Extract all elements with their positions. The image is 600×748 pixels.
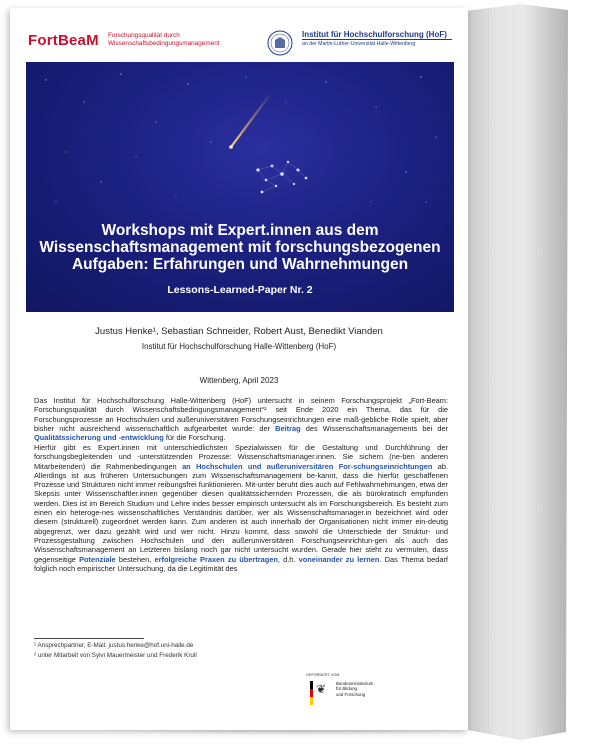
- title-line-1: Workshops mit Expert.innen aus dem: [101, 222, 379, 239]
- para2-highlight-1: an Hochschulen und außeruniversitären For-schungseinrichtungen: [182, 461, 433, 471]
- meteor-head: [229, 145, 233, 149]
- body-paragraph: [34, 443, 448, 573]
- hof-seal-icon: [266, 29, 296, 57]
- para1-highlight-2: Qualitätssicherung und -entwicklung: [34, 433, 164, 443]
- para1-text-b: des Wissenschaftsmanagements bei der: [300, 423, 449, 433]
- bmbf-name-line3: und Forschung: [336, 691, 366, 697]
- federal-eagle-icon: ❦: [316, 682, 327, 696]
- bmbf-funded-label: GEFÖRDERT VOM: [306, 673, 340, 677]
- para1-text-c: für die Forschung.: [163, 433, 226, 443]
- footnote-2: ² unter Mitarbeit von Sylvi Mauermeister und Frederik Krull: [34, 652, 197, 659]
- hof-name: Institut für Hochschulforschung (HoF): [302, 30, 447, 39]
- document-title: [26, 222, 454, 273]
- author-list: Justus Henke¹, Sebastian Schneider, Robert Aust, Benedikt Vianden: [95, 326, 383, 337]
- fortbeam-tagline-line1: Forschungsqualität durch: [108, 32, 180, 39]
- hof-affiliation: an der Martin-Luther-Universität Halle-Wittenberg: [302, 41, 416, 47]
- para2-text-d: , d.h.: [277, 554, 299, 564]
- para2-highlight-3: erfolgreiche Praxen zu übertragen: [154, 554, 278, 564]
- bmbf-name-line2: für Bildung: [336, 686, 357, 692]
- constellation-icon: [256, 161, 307, 194]
- fortbeam-wordmark: FortBeaM: [28, 32, 99, 49]
- bmbf-logo: [306, 673, 416, 723]
- para2-text-a: Hierfür gibt es Expert.innen mit unterschiedlichsten Spezialwissen für die Gestaltung und Durchführung der forschungsbegleitenden und -unterstützenden Prozesse: Wissenschaftsmanager.innen. Sie sichern (ne-ben anderen Mitarbeitenden) die Rahmenbedingungen: [34, 443, 448, 471]
- document-subtitle: Lessons-Learned-Paper Nr. 2: [167, 284, 313, 296]
- german-flag-icon: [310, 681, 313, 705]
- bmbf-name: [336, 681, 373, 697]
- night-sky-illustration: [26, 62, 454, 312]
- book-cover: [10, 8, 468, 730]
- author-institution: Institut für Hochschulforschung Halle-Wittenberg (HoF): [141, 342, 337, 351]
- para2-text-e: . Das Thema bedarf folglich noch empirischer Untersuchung, da die Legitimität des: [34, 554, 448, 573]
- para2-text-c: bestehen,: [115, 554, 155, 564]
- publication-date: Wittenberg, April 2023: [199, 376, 279, 385]
- book-edge-shade: [458, 4, 568, 740]
- title-banner: [26, 62, 454, 312]
- hof-divider: [302, 39, 452, 40]
- para1-text-a: Das Institut für Hochschulforschung Halle-Wittenberg (HoF) untersucht in seinem Forschungsprojekt „Fort-Beam: Forschungsqualität durch Wissenschaftsbedingungsmanagement“² seit Ende 2020 ein Thema, das für die Forschungsprozesse an Hochschulen und außeruniversitären Forschungseinrichtungen eine maß-gebliche Rolle spielt, aber bisher nicht ausreichend wissenschaftlich aufgearbeitet wurde: der: [34, 396, 448, 433]
- fortbeam-tagline-line2: Wissenschaftsbedingungsmanagement: [108, 40, 220, 47]
- footnote-divider: [34, 638, 144, 639]
- bmbf-name-line1: Bundesministerium: [336, 681, 374, 686]
- shooting-star-icon: [231, 92, 272, 147]
- star-field: [45, 73, 436, 202]
- para2-highlight-4: voneinander zu lernen: [298, 554, 380, 564]
- para1-highlight-1: Beitrag: [275, 423, 301, 433]
- hof-logo: [266, 28, 466, 58]
- para2-text-b: ab. Allerdings ist aus früheren Untersuchungen zum Wissenschaftsmanagement be-kannt, dass die hierfür geschaffenen Prozesse und Strukturen nicht immer reibungsfrei funktionieren. Mit-unter beruht dies auch auf Fehlwahrnehmungen, etwa der Skepsis unter Wissenschaftler.innen gegenüber diesen qualitätssichernden Prozessen, die als bürokratisch empfunden werden. Dies ist im Bereich Studium und Lehre indes besser empirisch untersucht als im Forschungsbereich. Es besteht zum einen ein heteroge-nes wissenschaftliches Verständnis darüber, wer als Wissenschaftsmanager.in bezeichnet wird oder diesem (strukturell) zugeordnet werden kann. Zum anderen ist auch innerhalb der Organisationen nicht immer ein-deutig abgegrenzt, wer dazu gezählt wird und wer nicht. Hinzu kommt, dass sowohl die Unterschiede der Struktur- und Prozessgestaltung zwischen Hochschulen und den außeruniversitären Forschungseinrichtun-gen als auch das Wissenschaftsmanagement an Letzteren bislang noch gar nicht untersucht wurden. Gerade hier steht zu vermuten, dass gegenseitige: [34, 461, 449, 564]
- fortbeam-logo: [28, 32, 220, 50]
- title-line-2: Wissenschaftsmanagement mit forschungsbezogenen: [39, 239, 441, 256]
- para2-highlight-2: Potenziale: [79, 554, 116, 564]
- footnote-1: ¹ Ansprechpartner, E-Mail: justus.henke@hof.uni-halle.de: [34, 642, 194, 649]
- fortbeam-tagline: [108, 32, 220, 48]
- intro-paragraph: [34, 396, 448, 442]
- title-line-3: Aufgaben: Erfahrungen und Wahrnehmungen: [71, 256, 409, 273]
